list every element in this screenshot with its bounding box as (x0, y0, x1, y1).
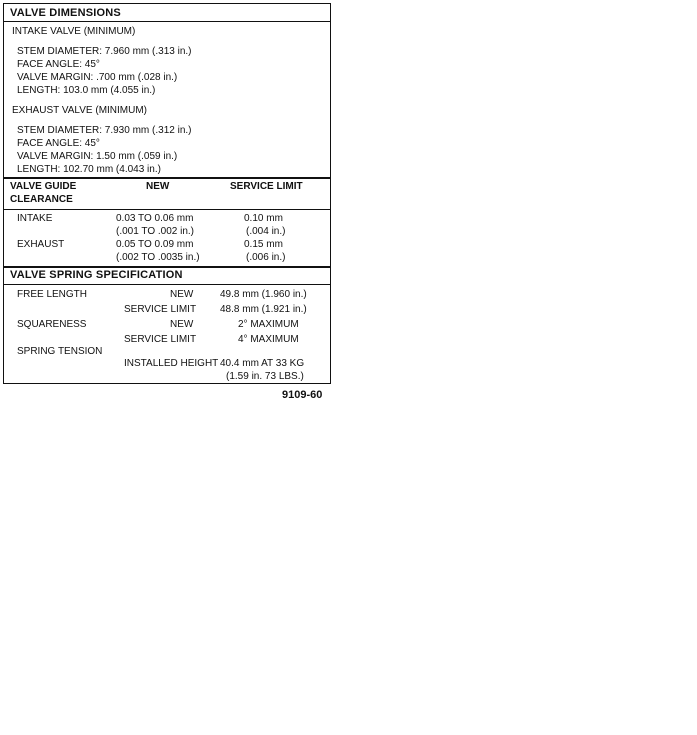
free-length-label: FREE LENGTH (17, 289, 88, 300)
exhaust-length: LENGTH: 102.70 mm (4.043 in.) (17, 164, 161, 175)
squareness-limit-value: 4° MAXIMUM (238, 334, 299, 345)
guide-intake-new-mm: 0.03 TO 0.06 mm (116, 213, 194, 224)
squareness-limit-label: SERVICE LIMIT (124, 334, 197, 345)
free-length-new-value: 49.8 mm (1.960 in.) (220, 289, 307, 300)
guide-clearance-label-1: VALVE GUIDE (10, 181, 77, 192)
free-length-limit-label: SERVICE LIMIT (124, 304, 197, 315)
guide-clearance-label-2: CLEARANCE (10, 194, 73, 205)
divider (4, 21, 330, 22)
installed-height-value-1: 40.4 mm AT 33 KG (220, 358, 305, 369)
guide-exhaust-limit-mm: 0.15 mm (244, 239, 283, 250)
installed-height-value-2: (1.59 in. 73 LBS.) (226, 371, 304, 382)
divider (4, 177, 330, 179)
free-length-new-label: NEW (170, 289, 194, 300)
valve-dimensions-title: VALVE DIMENSIONS (10, 7, 121, 19)
divider (4, 284, 330, 285)
spec-table (3, 3, 331, 384)
guide-service-limit-header: SERVICE LIMIT (230, 181, 303, 192)
intake-stem-diameter: STEM DIAMETER: 7.960 mm (.313 in.) (17, 46, 192, 57)
guide-exhaust-label: EXHAUST (17, 239, 65, 250)
spring-tension-label: SPRING TENSION (17, 346, 103, 357)
exhaust-face-angle: FACE ANGLE: 45° (17, 138, 100, 149)
guide-exhaust-new-mm: 0.05 TO 0.09 mm (116, 239, 194, 250)
exhaust-stem-diameter: STEM DIAMETER: 7.930 mm (.312 in.) (17, 125, 192, 136)
exhaust-valve-heading: EXHAUST VALVE (MINIMUM) (12, 105, 148, 116)
free-length-limit-value: 48.8 mm (1.921 in.) (220, 304, 307, 315)
guide-intake-label: INTAKE (17, 213, 53, 224)
squareness-new-value: 2° MAXIMUM (238, 319, 299, 330)
guide-new-header: NEW (146, 181, 170, 192)
intake-valve-margin: VALVE MARGIN: .700 mm (.028 in.) (17, 72, 178, 83)
divider (4, 266, 330, 268)
guide-intake-limit-in: (.004 in.) (246, 226, 286, 237)
intake-length: LENGTH: 103.0 mm (4.055 in.) (17, 85, 156, 96)
intake-valve-heading: INTAKE VALVE (MINIMUM) (12, 26, 136, 37)
figure-number: 9109-60 (282, 389, 323, 401)
divider (4, 209, 330, 210)
spring-spec-title: VALVE SPRING SPECIFICATION (10, 269, 183, 281)
squareness-new-label: NEW (170, 319, 194, 330)
squareness-label: SQUARENESS (17, 319, 87, 330)
guide-intake-limit-mm: 0.10 mm (244, 213, 283, 224)
guide-exhaust-new-in: (.002 TO .0035 in.) (116, 252, 200, 263)
exhaust-valve-margin: VALVE MARGIN: 1.50 mm (.059 in.) (17, 151, 178, 162)
guide-exhaust-limit-in: (.006 in.) (246, 252, 286, 263)
intake-face-angle: FACE ANGLE: 45° (17, 59, 100, 70)
installed-height-label: INSTALLED HEIGHT (124, 358, 219, 369)
guide-intake-new-in: (.001 TO .002 in.) (116, 226, 195, 237)
